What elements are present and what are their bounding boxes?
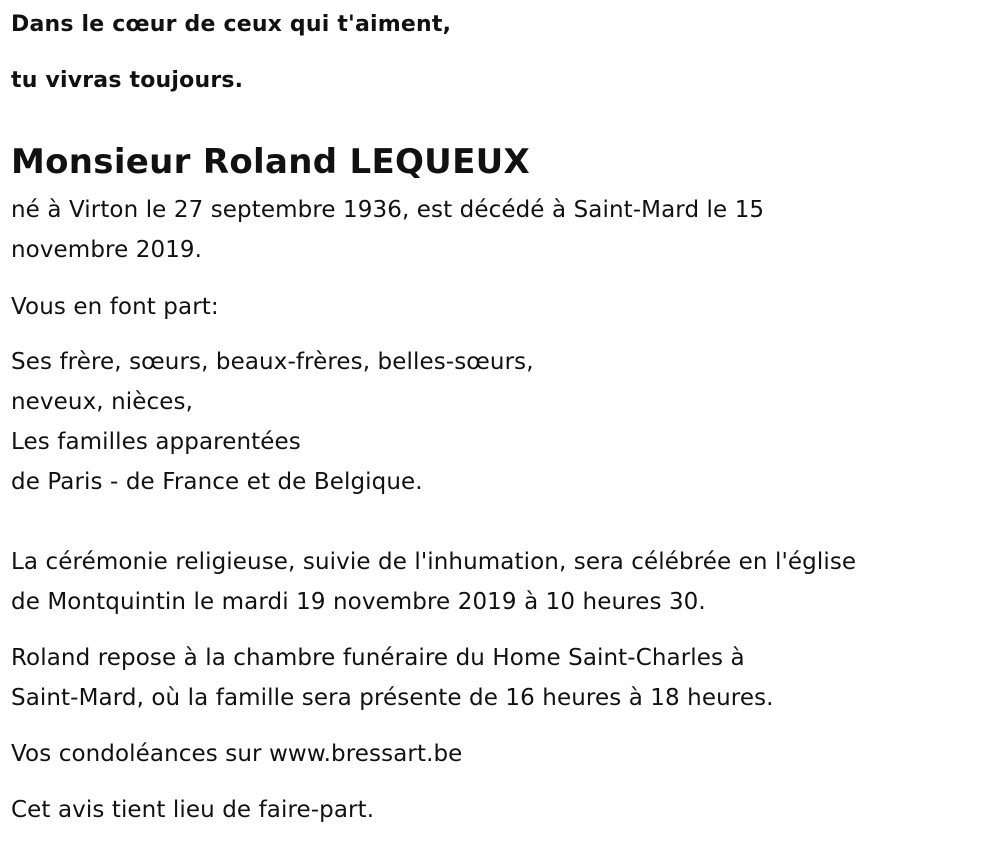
birth-death-line-2: novembre 2019. bbox=[11, 237, 203, 263]
ceremony-line-1: La cérémonie religieuse, suivie de l'inhumation, sera célébrée en l'église bbox=[11, 549, 857, 575]
family-line: neveux, nièces, bbox=[11, 389, 194, 415]
ceremony-line-2: de Montquintin le mardi 19 novembre 2019 à 10 heures 30. bbox=[11, 589, 706, 615]
closing-text: Cet avis tient lieu de faire-part. bbox=[11, 797, 375, 823]
family-line: Ses frère, sœurs, beaux-frères, belles-sœurs, bbox=[11, 349, 534, 375]
visitation-line-2: Saint-Mard, où la famille sera présente de 16 heures à 18 heures. bbox=[11, 685, 774, 711]
birth-death-line-1: né à Virton le 27 septembre 1936, est décédé à Saint-Mard le 15 bbox=[11, 197, 765, 223]
visitation-line-1: Roland repose à la chambre funéraire du Home Saint-Charles à bbox=[11, 645, 745, 671]
family-line: Les familles apparentées bbox=[11, 429, 301, 455]
announcement-intro: Vous en font part: bbox=[11, 294, 219, 320]
epitaph-line-2: tu vivras toujours. bbox=[11, 68, 244, 93]
epitaph-line-1: Dans le cœur de ceux qui t'aiment, bbox=[11, 12, 452, 37]
family-line: de Paris - de France et de Belgique. bbox=[11, 469, 423, 495]
condolences-text: Vos condoléances sur www.bressart.be bbox=[11, 741, 463, 767]
deceased-name: Monsieur Roland LEQUEUX bbox=[11, 142, 531, 182]
